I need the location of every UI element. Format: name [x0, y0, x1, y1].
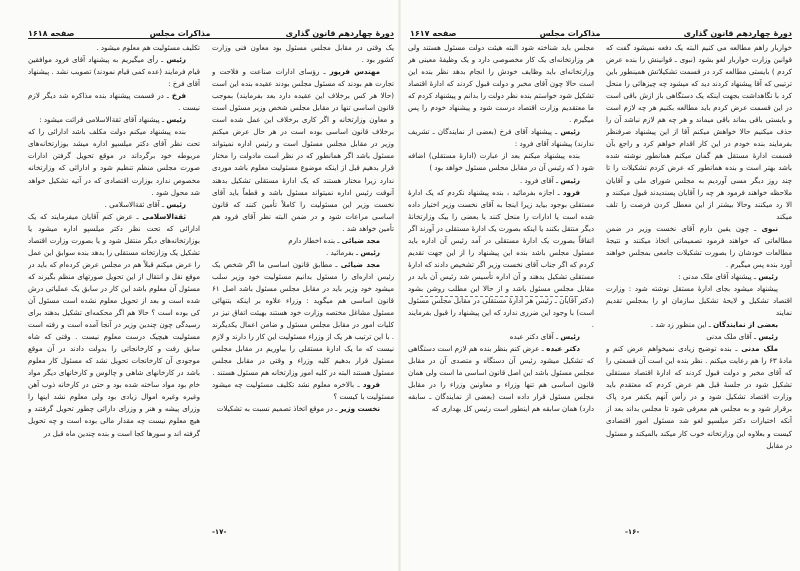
speaker-name: رئیس: [560, 332, 580, 342]
paragraph-text: ـ آقای دکتر عبده: [509, 332, 561, 342]
speaker-name: رئیس: [166, 55, 186, 65]
paragraph: [28, 199, 200, 211]
speaker-name: ثقة‌الاسلامی: [142, 211, 186, 221]
paragraph: [408, 343, 594, 415]
paragraph-text: ـ بنده اخطار دارم: [288, 235, 342, 245]
paragraph: [28, 114, 200, 126]
speaker-name: مجد ضیائی: [341, 235, 380, 245]
speaker-name: رئیس: [166, 115, 186, 125]
speaker-name: رئیس: [560, 175, 580, 185]
paragraph: [28, 90, 200, 114]
paragraph-text: یک وقتی در مقابل مجلس مسئول بود معاون فنی وزارت کشور بود .: [212, 43, 394, 65]
header-rule: [28, 38, 394, 39]
paragraph-text: ـ عرض کنم آقایان میفرمایند که یک ادارائی که تحت نظر دکتر میلسپو اداره میشود یا بوزارتخانه‌های دیگر منتقل شود و یا بصورت وزارت اقتصاد تشکیل یک وزارتخانه مستقلی را بدهد بنده سوابق این عمل را عرض میکنم قبلاً هم در مجلس عرض کرده‌ام که باید در موقع نقل و انتقال از این تحویل صورتهای منظم بگیرند که مسئول آن معلوم باشد این کار در سابق یک عملیاتی درش شده است و بعد از تحویل معلوم نشده است مسئول آن کی بوده است ؟ حالا هم اگر محکمه‌ای تشکیل بدهند برای رسیدگی چون چندین وزیر در آنجا آمده است و رفته است مسئولیت هیچیک درست معلوم نیست . وقتی که شاه سابق رفت و کارخانجاتی را بدولت دادند در آن موقع موجودی آن کارخانجات تحویل نشد که مسئول کار معلوم باشد در کارخانهای شاهی و چالوس و کارخانهای دیگر مواد خام بود مواد ساخته شده بود و حتی در کارخانه ذوب آهن وغیره وغیره اموال زیادی بود ولی معلوم نشد اینها را وزرای پیشه و هنر و وزرای دارائی چطور تحویل گرفتند و هیچ معلوم نیست چه مقدار مالی بوده است و چه تحویل گرفته اند و سورها کجا است و بنده چندین ماه قبل در: [28, 211, 200, 438]
paragraph-text: تکلیف مسئولیت هم معلوم میشود .: [96, 43, 200, 52]
paragraph: [606, 223, 792, 271]
paragraph: [606, 331, 792, 343]
speaker-name: بعضی از نمایندگان: [713, 320, 778, 330]
paragraph-text: ـ رؤسای ادارات صناعت و فلاحت و تجارت هم بودند که مسئول مجلس بودند عقیده بنده این است (حالا هر کس برخلاف این عقیده دارد بعد بفرمایند) بموجب قانون اساسی تنها در مقابل مجلس شخص وزیر مسئول است و معاون وزارتخانه و اگر کاری برخلاف این عمل شده است برخلاف قانون اساسی بوده است در هر حال عرض میکنم وزیر در مقابل مجلس مسئول است و رئیس اداره نمیتواند مسئول باشد اگر همانطور که در نظر است مادولت را مختار قرار بدهیم قبل از اینکه موضوع مسئولیت معلوم باشد موردی ندارد زیرا مختار هستند که یک ادارهٔ مستقلی تشکیل بدهند آنوقت رئیس اداره نمیتواند مسئول باشد و قطعاً باید آقای نخست وزیر این مسئولیت را کاملاً تأمین کنند که قانون اساسی مراعات شود و در ضمن البته نظر آقای فرود هم تأمین خواهد شد .: [212, 67, 394, 233]
paragraph-text: ـ بالاخره معلوم نشد تکلیف مسئولیت چه میشود مسئولیت با کیست ؟: [212, 380, 394, 402]
header-rule: [410, 38, 792, 39]
text-column-right: [606, 42, 792, 521]
page-header: [28, 24, 394, 38]
paragraph-text: ـ این منظور زد شد .: [650, 320, 714, 330]
paragraph-text: مجلس باید شناخته شود البته هیئت دولت مسئول هستند ولی هر وزارتخانه‌ای یک کار مخصوصی دارد و یک وظیفهٔ معینی هر وزارتخانه‌ای باید وظایف خودش را انجام بدهد نظر بنده این است حالا چون آقای مخبر و دولت قبول کردند که ادارهٔ اقتصاد تشکیل شود خواستم بنده نظر دولت را بدانم و پیشنهاد کردم که ما معتقدیم وزارت اقتصاد درست شود و پیشنهاد خودم را پس میگیرم .: [408, 43, 594, 125]
paragraph: [606, 319, 792, 331]
paragraph: [212, 42, 394, 66]
paragraph: [606, 283, 792, 319]
paragraph: [408, 42, 594, 126]
text-column-left: [408, 42, 594, 521]
paragraph-text: ـ چون یقین دارم آقای نخست وزیر در ضمن مطالعاتی که خواهند فرمود تصمیماتی اتخاذ میکنند و نتیجهٔ مطالعات خودشان را بصورت تشکیلات جامعی بمجلس خواهند آورد بنده پس میگیرم .: [606, 223, 792, 269]
paragraph-text: پیشنهاد میشود بجای ادارهٔ مستقل نوشته شود : وزارت اقتصاد تشکیل و لایحهٔ تشکیل سازمان او را بمجلس تقدیم نمایند: [606, 283, 792, 318]
header-page-number: صفحه ۱۶۱۷: [410, 29, 457, 38]
speaker-name: فرود: [362, 380, 380, 390]
paragraph: [212, 403, 394, 415]
right-page: [400, 0, 800, 571]
paragraph: [212, 66, 394, 235]
paragraph: [408, 331, 594, 343]
paragraph: [28, 42, 200, 54]
paragraph-text: ـ پیشنهاد آقای ملک مدنی :: [678, 271, 759, 281]
paragraph: [28, 126, 200, 198]
paragraph: [212, 247, 394, 259]
folio-number: -۱۷-: [212, 528, 227, 536]
paragraph-text: خواربار راهم مطالعه می کنیم البته یک دفعه نمیشود گفت که قوانین وزارت خواربار لغو بشود (نبوی ـ قوانینش را بنده عرض کردم ) بایستی مطالعه کرد در قسمت تشکیلاتش همینطور باین ترتیبی که آقا پیشنهاد کردند دید که میشود چه چیزهائی را منحل کرد با نگاهداشت بجهت اینکه یک دستگاهی باز ازش باقی است در این قسمت عرض کردم باید مطالعه بکنیم هر چه لازم است و بایستی باقی بماند باقی میماند و هر چه هم لازم نباشد آن را حذف میکنیم حالا خواهش میکنم آقا از این پیشنهاد صرفنظر بفرمایند بنده خودم در این کار اقدام خواهم کرد و راجع بآن قسمت ادارهٔ مستقل هم گمان میکنم همانطور نوشته شده باشد بهتر است و بنده همانطور که عرض کردم تشکیلات را تا چند روز دیگر مسی آوردیم به مجلس شورای ملی و آقایان ملاحظه خواهند فرمود هر چه را آقایان پسندیدند قبول میکنند و الا رد میکنند وحالا بیشتر از این معطل کردن فرصت را تلف میکند: [606, 43, 792, 221]
paragraph-text: ـ آقای ملک مدنی: [706, 332, 759, 342]
header-section: مذاکرات مجلس: [149, 29, 211, 38]
speaker-name: رئیس: [360, 247, 380, 257]
text-column-left: [28, 42, 200, 521]
paragraph-text: ـ پیشنهاد آقای ثقة‌الاسلامی قرائت میشود :: [39, 115, 167, 125]
speaker-name: ملک مدنی: [741, 344, 779, 354]
speaker-name: مجد ضیائی: [340, 259, 380, 269]
header-title: دورهٔ چهاردهم قانون گذاری: [683, 29, 792, 38]
header-page-number: صفحه ۱۶۱۸: [28, 29, 75, 38]
paragraph-text: ـ در قسمت پیشنهاد بنده مذاکره شد دیگر لازم نیست .: [28, 91, 200, 113]
paragraph-text: ـ اجازه بفرمائید ، بنده پیشنهاد نکردم که یک ادارهٔ مستقلی بوجود بیاید زیرا اینجا به آقای نخست وزیر اختیار داده شده است یا ادارات را منحل کنند یا بعضی را بیک وزارتخانهٔ دیگر منتقل بکنند یا اینکه بصورت یک ادارهٔ مستقلی در آورند اگر اتفاقاً بصورت یک ادارهٔ مستقلی در آمد رئیس آن اداره باید مسئول مجلس باشد بنده این پیشنهاد را از این جهت تقدیم کردم که اگر جناب آقای نخست وزیر اگر تشخیص دادند که ادارهٔ مستقلی تشکیل بدهند و آن اداره تأسیس شد رئیس آن باید در مقابل مجلس مسئول باشد و از حالا این مطلب روشن بشود (دکتر آقایان ـ رئیس هر ادارهٔ مستقلی در مقابل مجلس مسئول است) با وجود این ضرری ندارد که این پیشنهاد را قبول بفرمایند .: [408, 187, 594, 330]
paragraph: [408, 150, 594, 174]
header-section: مذاکرات مجلس: [539, 29, 601, 38]
speaker-name: نبوی: [761, 223, 778, 233]
paragraph: [28, 211, 200, 440]
paragraph: [606, 343, 792, 451]
speaker-name: فرود: [562, 187, 580, 197]
paragraph-text: ـ در موقع اتخاذ تصمیم نسبت به تشکیلات: [216, 404, 340, 414]
paragraph-text: ـ آقای فرود .: [520, 175, 561, 185]
paragraph: [28, 54, 200, 90]
paragraph: [212, 259, 394, 379]
paragraph-text: ـ رأی میگیریم به پیشنهاد آقای فرود موافقین قیام فرمایند (عده کمی قیام نمودند) تصویب نشد . پیشنهاد آقای فرخ :: [28, 55, 200, 89]
paragraph: [212, 379, 394, 403]
speaker-name: مهندس فریور: [329, 67, 380, 77]
paragraph-text: ـ بفرمائید .: [325, 247, 361, 257]
paragraph: [606, 271, 792, 283]
paragraph-text: ـ آقای ثقة‌الاسلامی .: [104, 199, 167, 209]
speaker-name: رئیس: [758, 332, 778, 342]
folio-number: -۱۶-: [625, 528, 640, 536]
paragraph-text: ـ پیشنهاد آقای فرخ (بعضی از نمایندگان ـ تشریف ندارند) پیشنهاد آقای فرود :: [408, 127, 594, 149]
paragraph: [408, 126, 594, 150]
paragraph: [606, 42, 792, 223]
page-header: [410, 24, 792, 38]
paragraph: [408, 175, 594, 187]
paragraph-text: بنده پیشنهاد میکنم بعد از عبارت (ادارهٔ مستقلی) اضافه شود ( که رئیس آن در مقابل مجلس مسئول خواهد بود ): [408, 151, 594, 173]
speaker-name: رئیس: [560, 127, 580, 137]
header-title: دورهٔ چهاردهم قانون گذاری: [285, 29, 394, 38]
speaker-name: رئیس: [758, 271, 778, 281]
paragraph: [212, 235, 394, 247]
paragraph-text: بنده پیشنهاد میکنم دولت مکلف باشد ادارائی را که تحت نظر آقای دکتر میلسپو اداره میشد بوزارتخانه‌های مربوطه خود برگرداند در موقع تحویل گرفتن ادارات صورت مجلس منظم تنظیم شود و ادارائی که وزارتخانه مخصوص ندارد بوزارت اقتصادی که در آتیه تشکیل خواهد شد محول شود .: [28, 127, 200, 197]
speaker-name: دکتر عبده: [546, 344, 581, 354]
paragraph-text: ـ عرض کنم بنظر بنده هم لازم است دستگاهی که تشکیل میشود رئیس آن دستگاه و متصدی آن در مقابل مجلس مسئول باشد این اصل قانون اساسی ما است ولی همان قانون اساسی هم تنها وزراء و معاونین وزراء را در مقابل مجلس مسئول قرار داده است (بعضی از نمایندگان ـ سابقه دارد) همان سابقه هم اینطور است رئیس کل بهداری که: [408, 344, 594, 414]
speaker-name: نخست وزیر: [339, 404, 380, 414]
scan-artifact-line: [420, 296, 578, 297]
speaker-name: فرخ: [171, 91, 186, 101]
paragraph-text: ـ مطابق قانون اساسی ما اگر شخص یک رئیس اداره‌ای را مسئول بدانیم مسئولیت خود وزیر سلب میشود خود وزیر باید در مقابل مجلس مسئول باشد اصل ۶۱ قانون اساسی هم میگوید : وزراء علاوه بر اینکه بتنهائی مسئول مشاغل مختصه وزارت خود هستند بهیئت اتفاق نیز در کلیات امور در مقابل مجلس مسئول و ضامن اعمال یکدیگرند . با این ترتیب هر یک از وزراء مسئولیت این کار را دارند و لازم نیست که ما یک ادارهٔ مستقلی را بیاوریم در مقابل مجلس مسئول قرار بدهیم کلیه وزراء و وقتی در مقابل مجلس مسئول هستند البته در کلیه امور وزارتخانه هم مسئول هستند .: [212, 259, 394, 378]
paragraph-text: ـ بنده توضیح زیادی نمیخواهم عرض کنم و مادهٔ ۶۳ را هم رعایت میکنم . نظر بنده این است آن قسمتی را که آقای مخبر و دولت قبول کردند که ادارهٔ اقتصاد مستقلی تشکیل شود در جلسهٔ قبل هم عرض کردم که معتقدم باید وزارت اقتصاد تشکیل شود و در رأس آنهم یکنفر مرد پاک برقرار شود و به مجلس هم معرفی شود تا مجلس بداند بعد از آنکه اختیارات دکتر میلسپو لغو شد مسئول امور اقتصادی کیست و بعلاوه این وزارتخانه خوب کار میکند بالمیکند و مسئول در مقابل: [606, 344, 792, 450]
paragraph: [408, 187, 594, 332]
speaker-name: رئیس: [166, 199, 186, 209]
text-column-right: [212, 42, 394, 521]
